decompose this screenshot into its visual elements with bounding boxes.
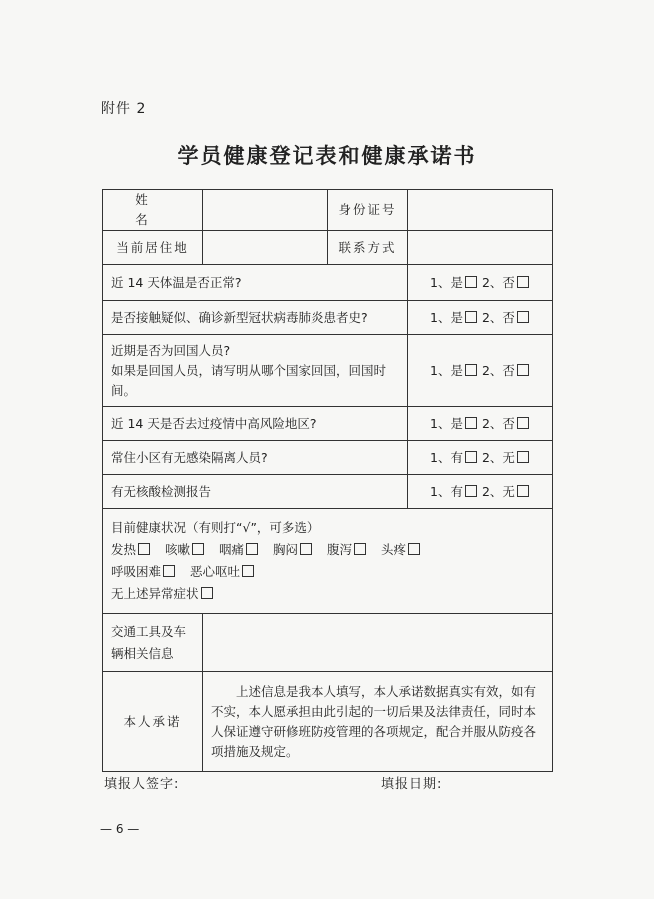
question-text: 有无核酸检测报告 [103, 475, 408, 509]
symptom-line-1 [111, 540, 544, 560]
promise-row [103, 672, 553, 772]
symptom-breathing-difficulty: 呼吸困难 [111, 562, 176, 582]
page-title: 学员健康登记表和健康承诺书 [177, 143, 477, 168]
checkbox-no[interactable] [517, 485, 529, 497]
question-line: 近期是否为回国人员? [111, 342, 231, 358]
name-field[interactable] [203, 190, 328, 231]
health-registration-table [102, 189, 553, 772]
id-number-field[interactable] [408, 190, 553, 231]
checkbox-headache[interactable] [408, 543, 420, 555]
checkbox-yes[interactable] [465, 311, 477, 323]
symptom-none: 无上述异常症状 [111, 584, 214, 604]
checkbox-fever[interactable] [138, 543, 150, 555]
checkbox-nausea[interactable] [242, 565, 254, 577]
option-yes-label: 1、有 [430, 483, 463, 499]
question-options [408, 301, 553, 335]
contact-field[interactable] [408, 231, 553, 265]
option-no-label: 2、否 [481, 309, 515, 325]
checkbox-no[interactable] [517, 311, 529, 323]
checkbox-no[interactable] [517, 451, 529, 463]
checkbox-diarrhea[interactable] [354, 543, 366, 555]
transport-row [103, 614, 553, 672]
symptom-nausea: 恶心呕吐 [190, 562, 255, 582]
transport-label: 交通工具及车辆相关信息 [103, 614, 203, 672]
checkbox-yes[interactable] [465, 417, 477, 429]
attachment-label: 附件 2 [101, 101, 147, 117]
checkbox-no[interactable] [517, 276, 529, 288]
symptom-line-3 [111, 584, 544, 604]
contact-label: 联系方式 [328, 231, 408, 265]
health-status-row [103, 509, 553, 614]
address-label: 当前居住地 [103, 231, 203, 265]
checkbox-sore-throat[interactable] [246, 543, 258, 555]
question-options [408, 265, 553, 301]
option-no-label: 2、无 [481, 449, 515, 465]
option-no-label: 2、否 [481, 415, 515, 431]
symptom-headache: 头疼 [381, 540, 421, 560]
question-options [408, 407, 553, 441]
checkbox-none[interactable] [201, 587, 213, 599]
address-field[interactable] [203, 231, 328, 265]
option-yes-label: 1、有 [430, 449, 463, 465]
question-line: 如果是回国人员，请写明从哪个国家回国，回国时间。 [111, 362, 387, 398]
option-no-label: 2、否 [481, 274, 515, 290]
checkbox-no[interactable] [517, 364, 529, 376]
question-text: 常住小区有无感染隔离人员? [103, 441, 408, 475]
checkbox-chest-tightness[interactable] [300, 543, 312, 555]
checkbox-yes[interactable] [465, 485, 477, 497]
symptom-chest-tightness: 胸闷 [273, 540, 313, 560]
checkbox-yes[interactable] [465, 364, 477, 376]
option-yes-label: 1、是 [430, 309, 463, 325]
name-row [103, 190, 553, 231]
name-label: 姓 名 [103, 190, 203, 231]
question-text: 是否接触疑似、确诊新型冠状病毒肺炎患者史? [103, 301, 408, 335]
page-number: — 6 — [100, 822, 140, 836]
question-text: 近 14 天体温是否正常? [103, 265, 408, 301]
question-row [103, 441, 553, 475]
question-options [408, 475, 553, 509]
question-text [103, 335, 408, 407]
option-no-label: 2、无 [481, 483, 515, 499]
checkbox-breathing-difficulty[interactable] [163, 565, 175, 577]
question-row [103, 475, 553, 509]
promise-label: 本人承诺 [103, 672, 203, 772]
symptom-fever: 发热 [111, 540, 151, 560]
question-options [408, 441, 553, 475]
option-yes-label: 1、是 [430, 274, 463, 290]
checkbox-cough[interactable] [192, 543, 204, 555]
option-yes-label: 1、是 [430, 415, 463, 431]
symptom-cough: 咳嗽 [165, 540, 205, 560]
address-row [103, 231, 553, 265]
question-options [408, 335, 553, 407]
checkbox-yes[interactable] [465, 276, 477, 288]
date-label: 填报日期: [381, 777, 443, 792]
symptom-diarrhea: 腹泻 [327, 540, 367, 560]
question-row [103, 335, 553, 407]
checkbox-no[interactable] [517, 417, 529, 429]
symptom-sore-throat: 咽痛 [219, 540, 259, 560]
signature-label: 填报人签字: [104, 777, 180, 792]
question-row [103, 407, 553, 441]
question-row [103, 301, 553, 335]
symptom-line-2 [111, 562, 544, 582]
option-no-label: 2、否 [481, 362, 515, 378]
question-row [103, 265, 553, 301]
option-yes-label: 1、是 [430, 362, 463, 378]
health-status-cell [103, 509, 553, 614]
checkbox-yes[interactable] [465, 451, 477, 463]
transport-field[interactable] [203, 614, 553, 672]
question-text: 近 14 天是否去过疫情中高风险地区? [103, 407, 408, 441]
promise-text: 上述信息是我本人填写，本人承诺数据真实有效，如有不实，本人愿承担由此引起的一切后果及法律责任，同时本人保证遵守研修班防疫管理的各项规定，配合并服从防疫各项措施及规定。 [203, 672, 553, 772]
health-status-title: 目前健康状况（有则打“√”，可多选） [111, 520, 320, 535]
id-number-label: 身份证号 [328, 190, 408, 231]
